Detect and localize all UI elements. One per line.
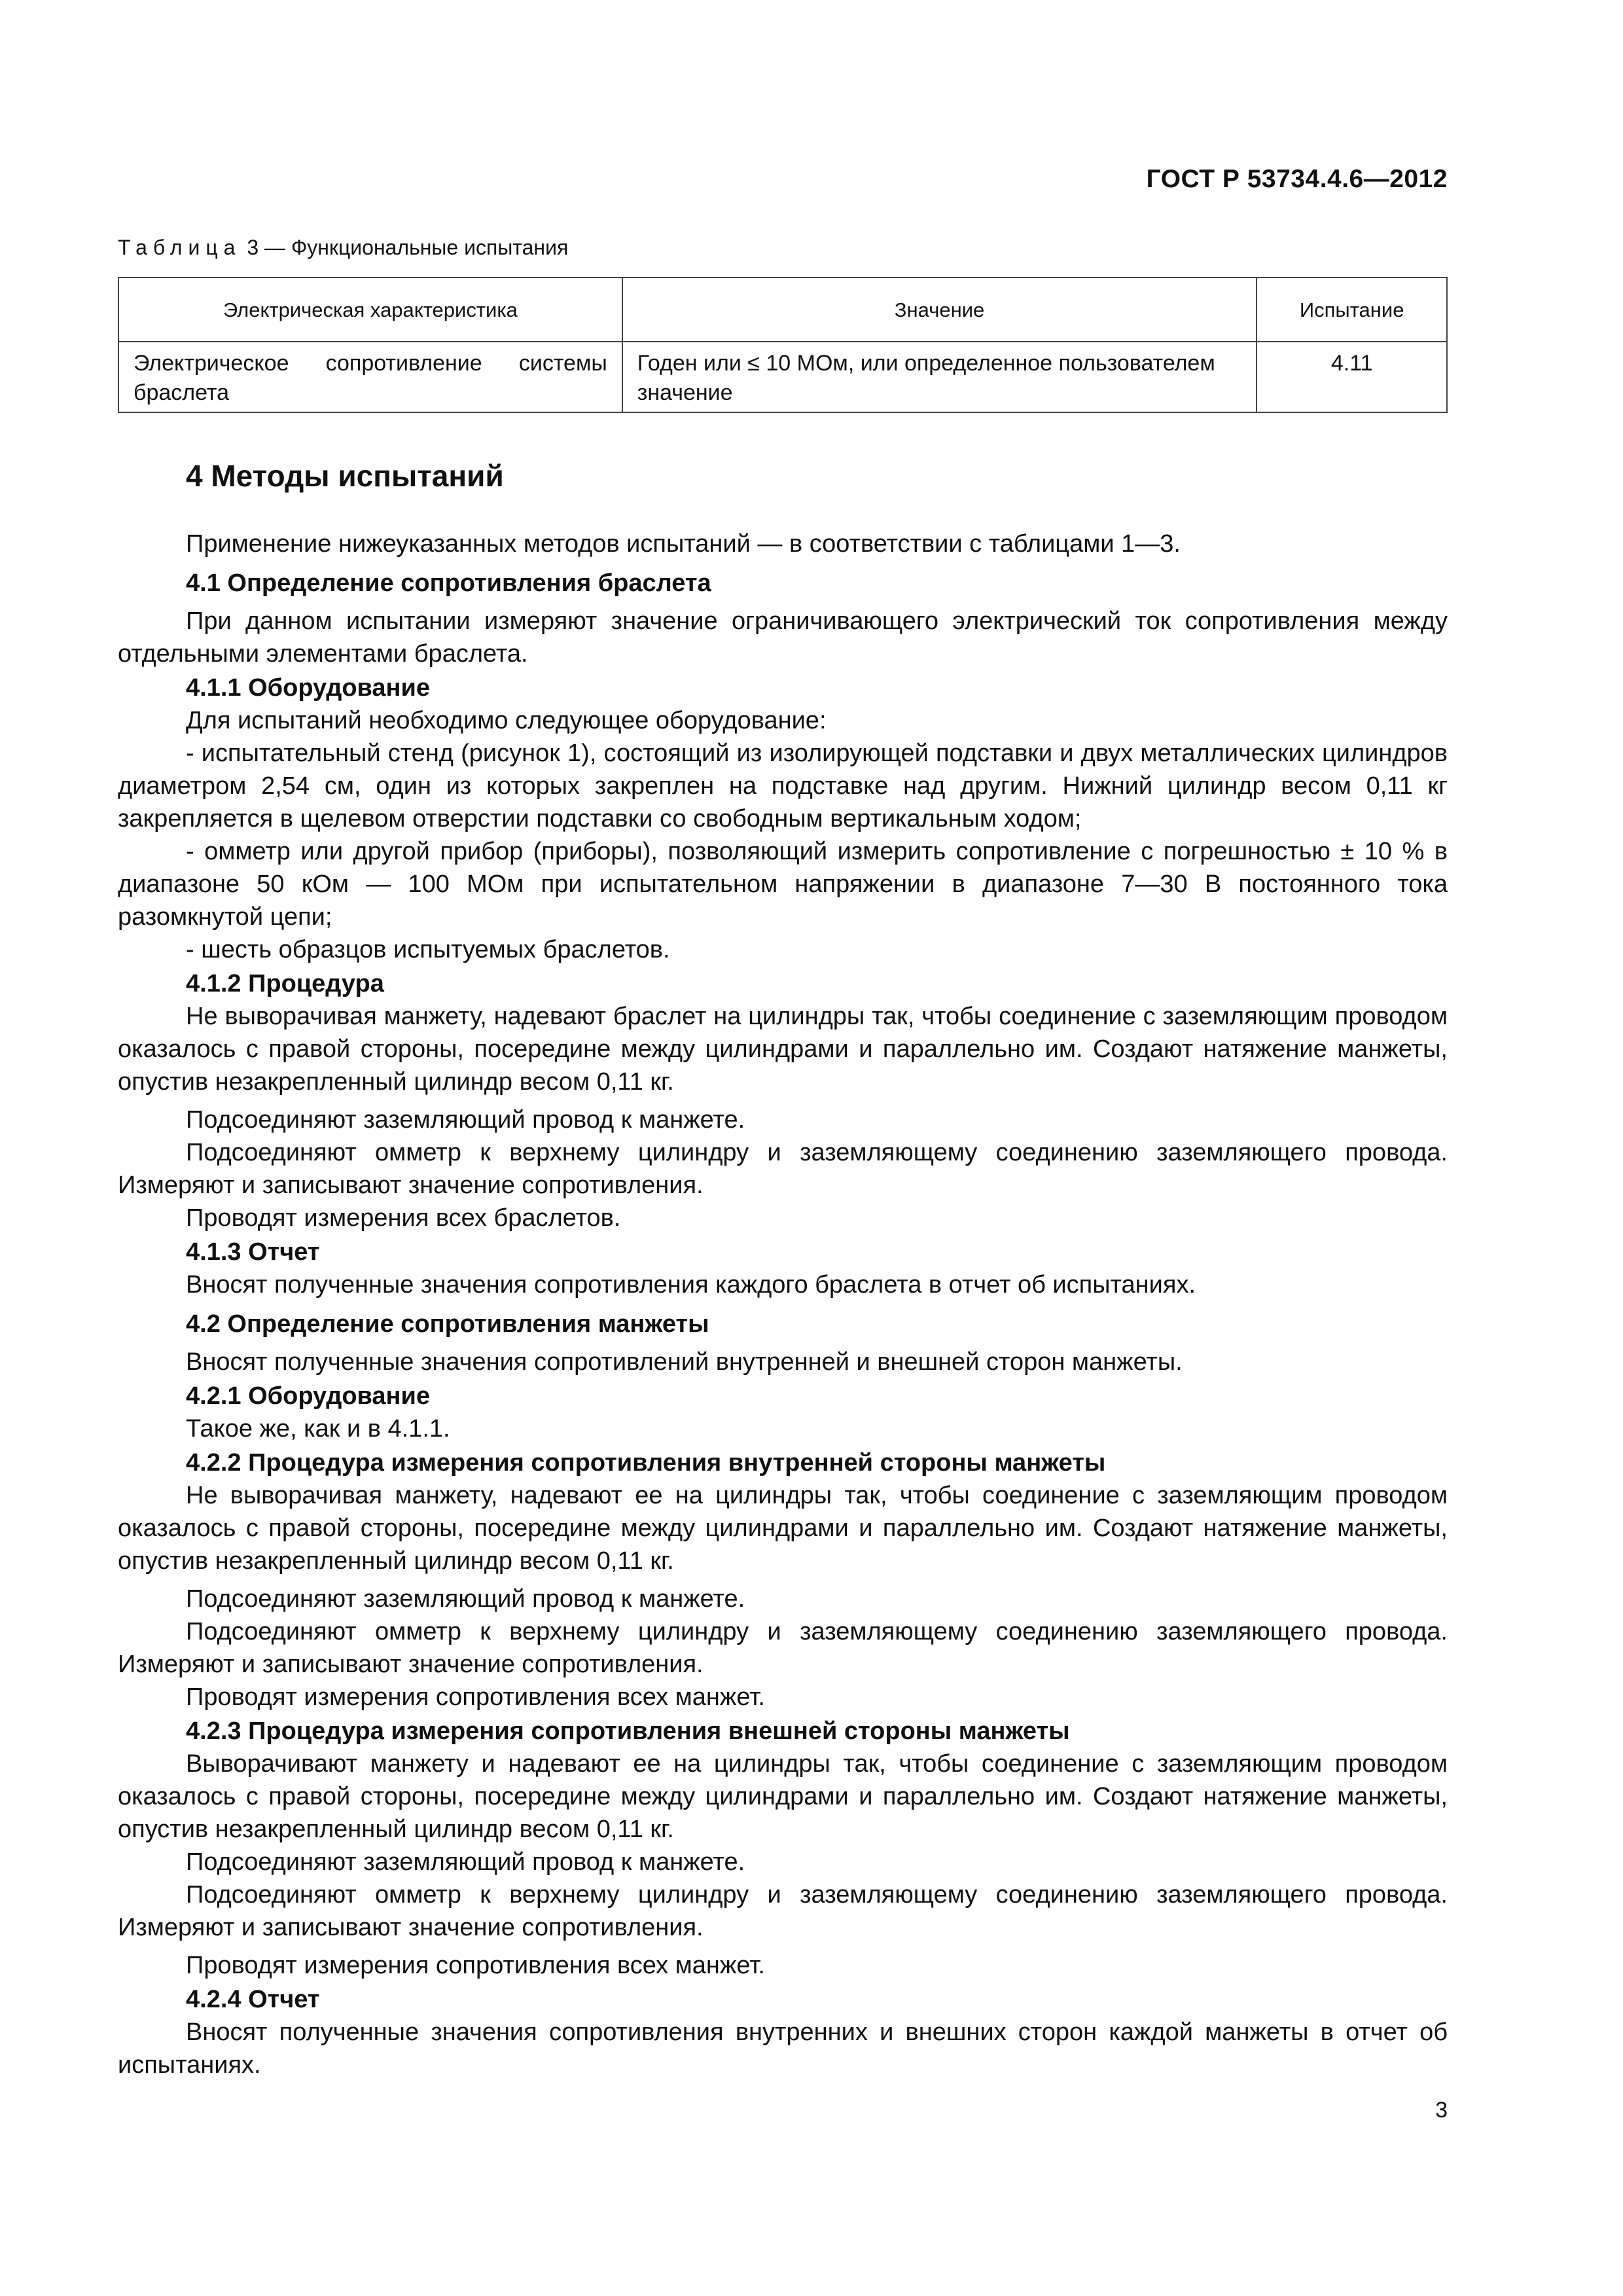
paragraph: Такое же, как и в 4.1.1. [186, 1415, 450, 1443]
paragraph: Выворачивают манжету и надевают ее на цилиндры так, чтобы соединение с заземляющим проводом оказалось с правой стороны, посередине между цилиндрами и параллельно им. Создают натяжение манжеты, опустив незакрепленный цилиндр весом 0,11 кг. [118, 1750, 1448, 1843]
paragraph: Вносят полученные значения сопротивления каждого браслета в отчет об испытаниях. [186, 1271, 1196, 1299]
table-header-cell: Испытание [1257, 278, 1447, 342]
page-number: 3 [1435, 2098, 1448, 2123]
section-body [118, 528, 1448, 2081]
subsection-heading: 4.2.1 Оборудование [186, 1382, 430, 1410]
paragraph: Подсоединяют заземляющий провод к манжете. [186, 1848, 745, 1876]
paragraph: Проводят измерения сопротивления всех манжет. [186, 1952, 765, 1979]
table-row [118, 342, 1447, 412]
paragraph: - шесть образцов испытуемых браслетов. [186, 936, 670, 963]
subsection-heading: 4.2.3 Процедура измерения сопротивления внешней стороны манжеты [186, 1717, 1070, 1745]
section-heading: 4 Методы испытаний [186, 459, 504, 493]
subsection-heading: 4.2.2 Процедура измерения сопротивления внутренней стороны манжеты [186, 1449, 1106, 1477]
paragraph: - омметр или другой прибор (приборы), позволяющий измерить сопротивление с погрешностью ± 10 % в диапазоне 50 кОм — 100 МОм при испытательном напряжении в диапазоне 7—30 В постоянного тока разомкнутой цепи; [118, 838, 1448, 931]
table-cell: Годен или ≤ 10 МОм, или определенное пользователем значение [622, 342, 1257, 412]
table-cell: 4.11 [1257, 342, 1447, 412]
paragraph: Не выворачивая манжету, надевают браслет на цилиндры так, чтобы соединение с заземляющим проводом оказалось с правой стороны, посередине между цилиндрами и параллельно им. Создают натяжение манжеты, опустив незакрепленный цилиндр весом 0,11 кг. [118, 1003, 1448, 1096]
table-caption [118, 236, 568, 260]
paragraph: Не выворачивая манжету, надевают ее на цилиндры так, чтобы соединение с заземляющим проводом оказалось с правой стороны, посередине между цилиндрами и параллельно им. Создают натяжение манжеты, опустив незакрепленный цилиндр весом 0,11 кг. [118, 1482, 1448, 1575]
table-caption-prefix: Таблица [118, 236, 241, 259]
document-code: ГОСТ Р 53734.4.6—2012 [1146, 165, 1448, 193]
paragraph: При данном испытании измеряют значение ограничивающего электрический ток сопротивления между отдельными элементами браслета. [118, 607, 1448, 668]
subsection-heading: 4.1.3 Отчет [186, 1238, 320, 1266]
paragraph: Применение нижеуказанных методов испытаний — в соответствии с таблицами 1—3. [186, 530, 1181, 558]
paragraph: Проводят измерения сопротивления всех манжет. [186, 1683, 765, 1711]
paragraph: Для испытаний необходимо следующее оборудование: [186, 707, 827, 734]
subsection-heading: 4.2.4 Отчет [186, 1986, 320, 2013]
paragraph: Вносят полученные значения сопротивления внутренних и внешних сторон каждой манжеты в отчет об испытаниях. [118, 2018, 1448, 2079]
paragraph: Подсоединяют омметр к верхнему цилиндру и заземляющему соединению заземляющего провода. Измеряют и записывают значение сопротивления. [118, 1881, 1448, 1941]
table-header-cell: Электрическая характеристика [118, 278, 622, 342]
paragraph: Проводят измерения всех браслетов. [186, 1204, 621, 1232]
subsection-heading: 4.1.2 Процедура [186, 970, 384, 997]
table-header-cell: Значение [622, 278, 1257, 342]
paragraph: Подсоединяют заземляющий провод к манжете. [186, 1585, 745, 1613]
functional-tests-table [118, 277, 1448, 413]
paragraph: Вносят полученные значения сопротивлений внутренней и внешней сторон манжеты. [186, 1348, 1183, 1376]
paragraph: Подсоединяют омметр к верхнему цилиндру и заземляющему соединению заземляющего провода. Измеряют и записывают значение сопротивления. [118, 1618, 1448, 1678]
table-header-row [118, 278, 1447, 342]
paragraph: Подсоединяют заземляющий провод к манжете. [186, 1106, 745, 1134]
paragraph: - испытательный стенд (рисунок 1), состоящий из изолирующей подставки и двух металлических цилиндров диаметром 2,54 см, один из которых закреплен на подставке над другим. Нижний цилиндр весом 0,11 кг закрепляется в щелевом отверстии подставки со свободным вертикальным ходом; [118, 740, 1448, 833]
table-cell: Электрическое сопротивление системы браслета [118, 342, 622, 412]
paragraph: Подсоединяют омметр к верхнему цилиндру и заземляющему соединению заземляющего провода. Измеряют и записывают значение сопротивления. [118, 1139, 1448, 1199]
subsection-heading: 4.2 Определение сопротивления манжеты [186, 1310, 709, 1338]
subsection-heading: 4.1.1 Оборудование [186, 674, 430, 702]
subsection-heading: 4.1 Определение сопротивления браслета [186, 569, 711, 597]
table-caption-title: 3 — Функциональные испытания [241, 236, 569, 259]
